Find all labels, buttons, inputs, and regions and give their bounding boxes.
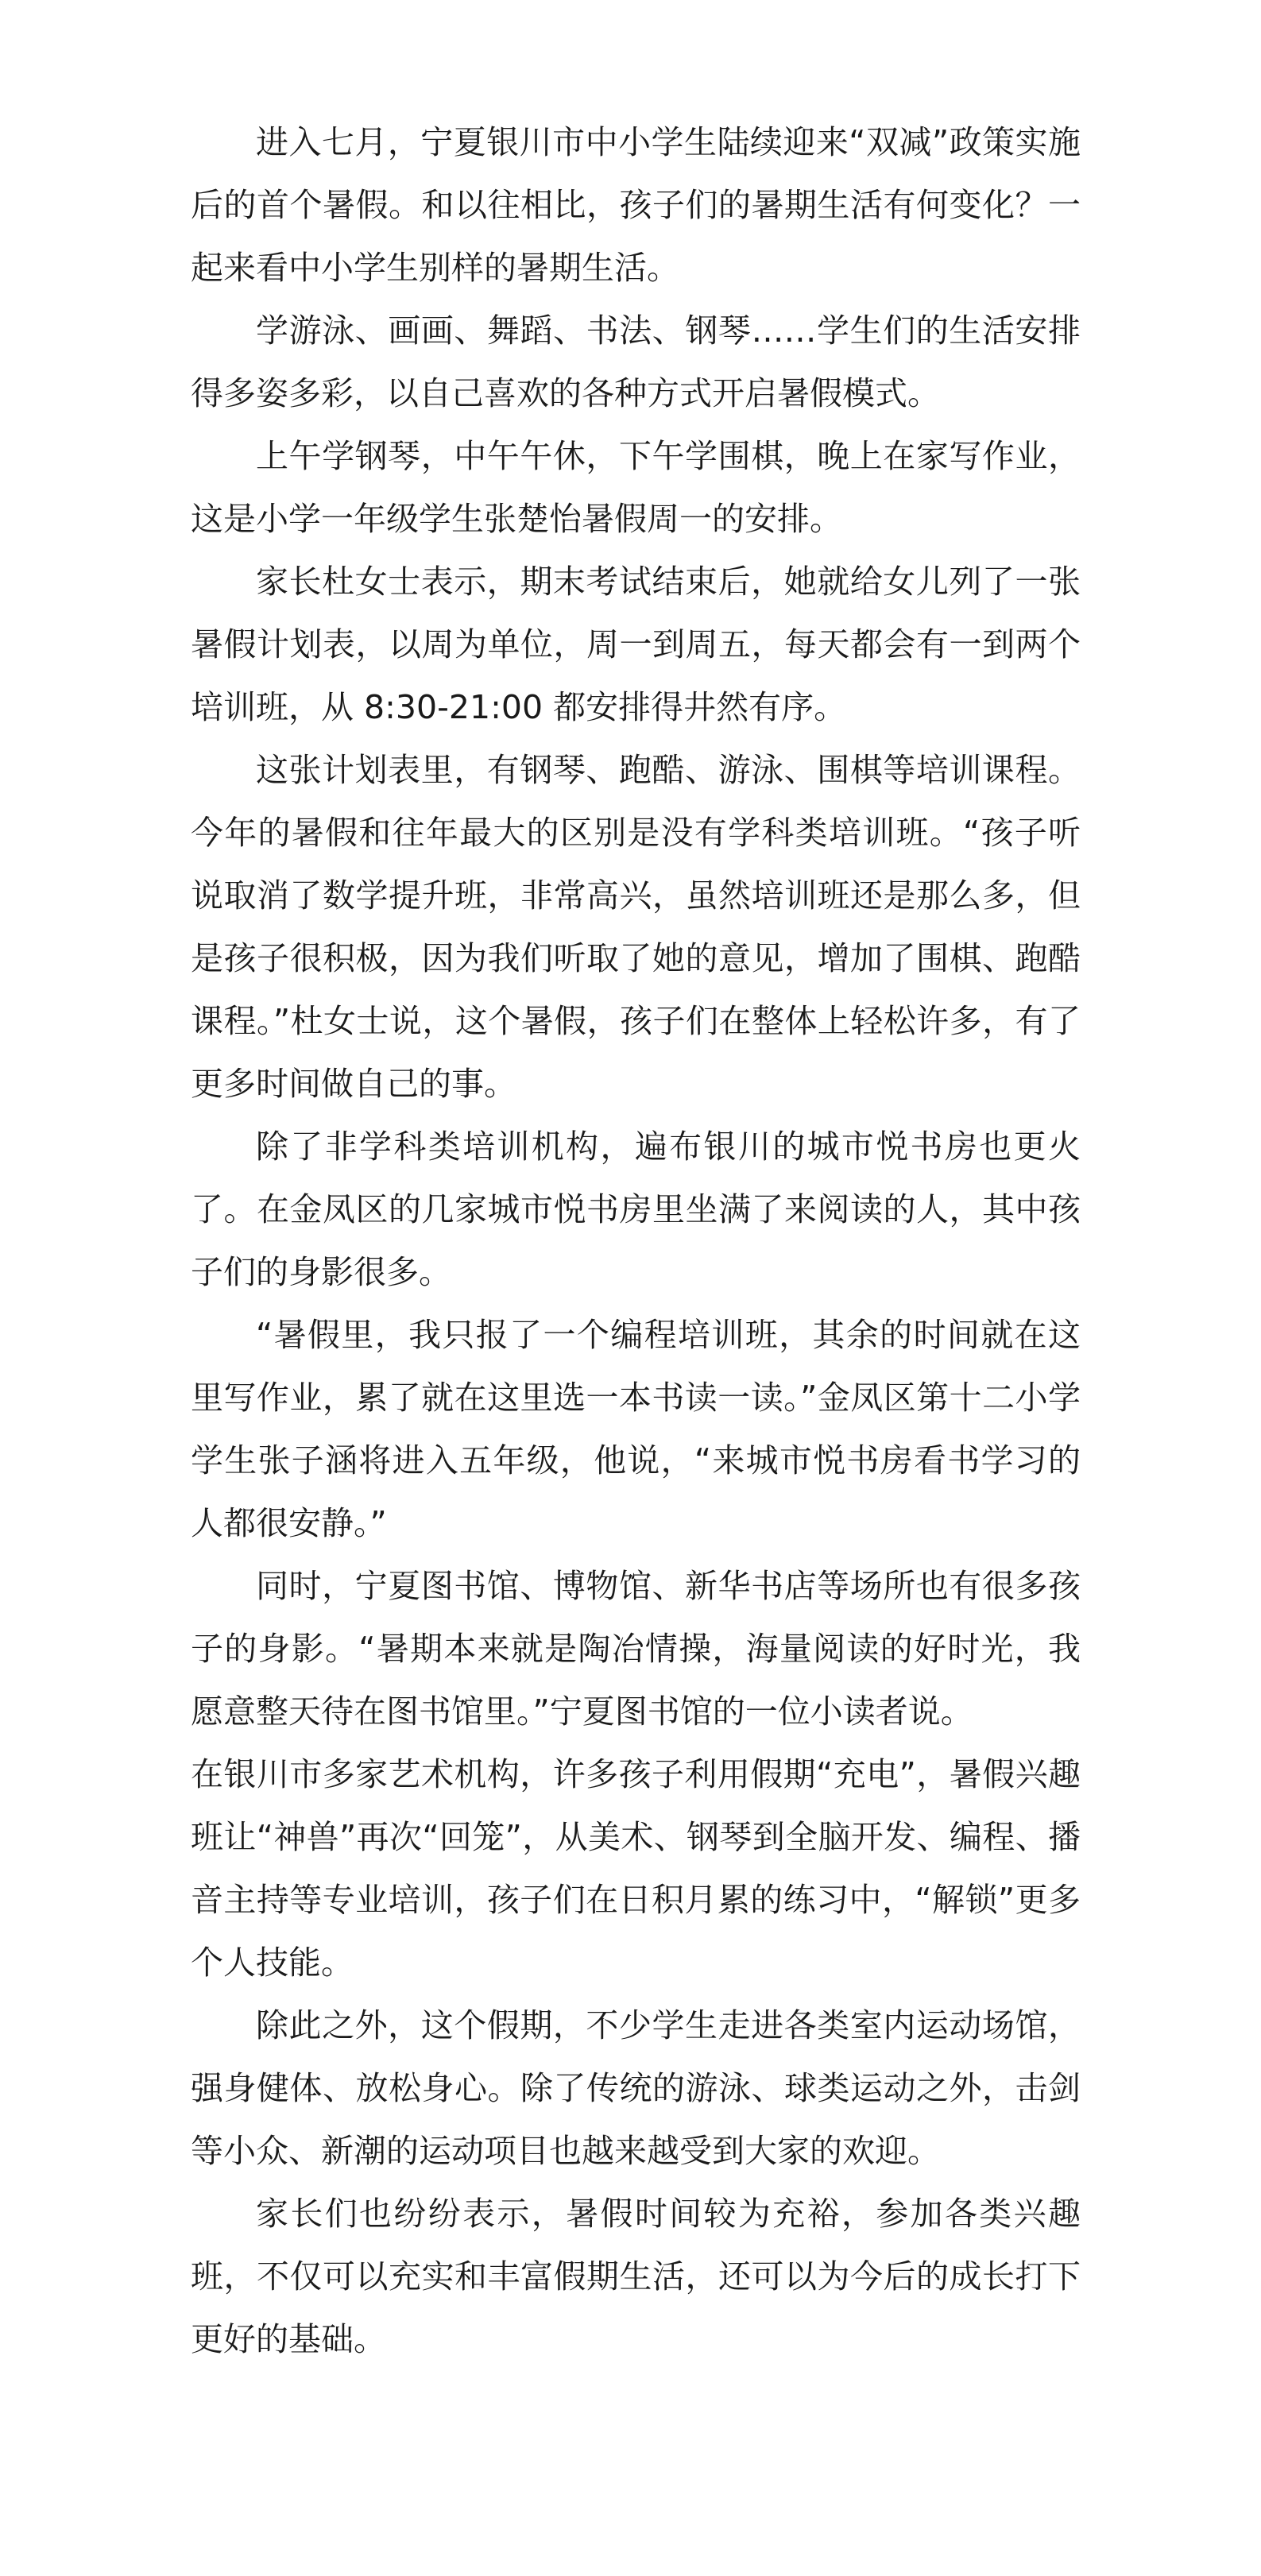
paragraph-conclusion: 家长们也纷纷表示，暑假时间较为充裕，参加各类兴趣班，不仅可以充实和丰富假期生活，还可以为今后的成长打下更好的基础。 [191,2195,1081,2358]
paragraph-schedule: 上午学钢琴，中午午休，下午学围棋，晚上在家写作业，这是小学一年级学生张楚怡暑假周一的安排。 [191,437,1081,538]
paragraph-book-house: 除了非学科类培训机构，遍布银川的城市悦书房也更火了。在金凤区的几家城市悦书房里坐满了来阅读的人，其中孩子们的身影很多。 [191,1127,1081,1291]
paragraph-art-institutions: 在银川市多家艺术机构，许多孩子利用假期“充电”，暑假兴趣班让“神兽”再次“回笼”，从美术、钢琴到全脑开发、编程、播音主持等专业培训，孩子们在日积月累的练习中，“解锁”更多个人技能。 [191,1755,1081,1982]
paragraph-student-quote: “暑假里，我只报了一个编程培训班，其余的时间就在这里写作业，累了就在这里选一本书读一读。”金凤区第十二小学学生张子涵将进入五年级，他说，“来城市悦书房看书学习的人都很安静。” [191,1316,1081,1542]
paragraph-activities: 学游泳、画画、舞蹈、书法、钢琴……学生们的生活安排得多姿多彩，以自己喜欢的各种方式开启暑假模式。 [191,311,1081,412]
paragraph-plan-details: 这张计划表里，有钢琴、跑酷、游泳、围棋等培训课程。今年的暑假和往年最大的区别是没有学科类培训班。“孩子听说取消了数学提升班，非常高兴，虽然培训班还是那么多，但是孩子很积极，因为我们听取了她的意见，增加了围棋、跑酷课程。”杜女士说，这个暑假，孩子们在整体上轻松许多，有了更多时间做自己的事。 [191,751,1081,1103]
article-body [191,111,1081,2371]
paragraph-parent-plan: 家长杜女士表示，期末考试结束后，她就给女儿列了一张暑假计划表，以周为单位，周一到周五，每天都会有一到两个培训班，从 8:30-21:00 都安排得井然有序。 [191,563,1081,726]
paragraph-library: 同时，宁夏图书馆、博物馆、新华书店等场所也有很多孩子的身影。“暑期本来就是陶冶情操，海量阅读的好时光，我愿意整天待在图书馆里。”宁夏图书馆的一位小读者说。 [191,1567,1081,1731]
paragraph-sports: 除此之外，这个假期，不少学生走进各类室内运动场馆，强身健体、放松身心。除了传统的游泳、球类运动之外，击剑等小众、新潮的运动项目也越来越受到大家的欢迎。 [191,2006,1081,2170]
paragraph-intro: 进入七月，宁夏银川市中小学生陆续迎来“双减”政策实施后的首个暑假。和以往相比，孩子们的暑期生活有何变化？一起来看中小学生别样的暑期生活。 [191,123,1081,287]
